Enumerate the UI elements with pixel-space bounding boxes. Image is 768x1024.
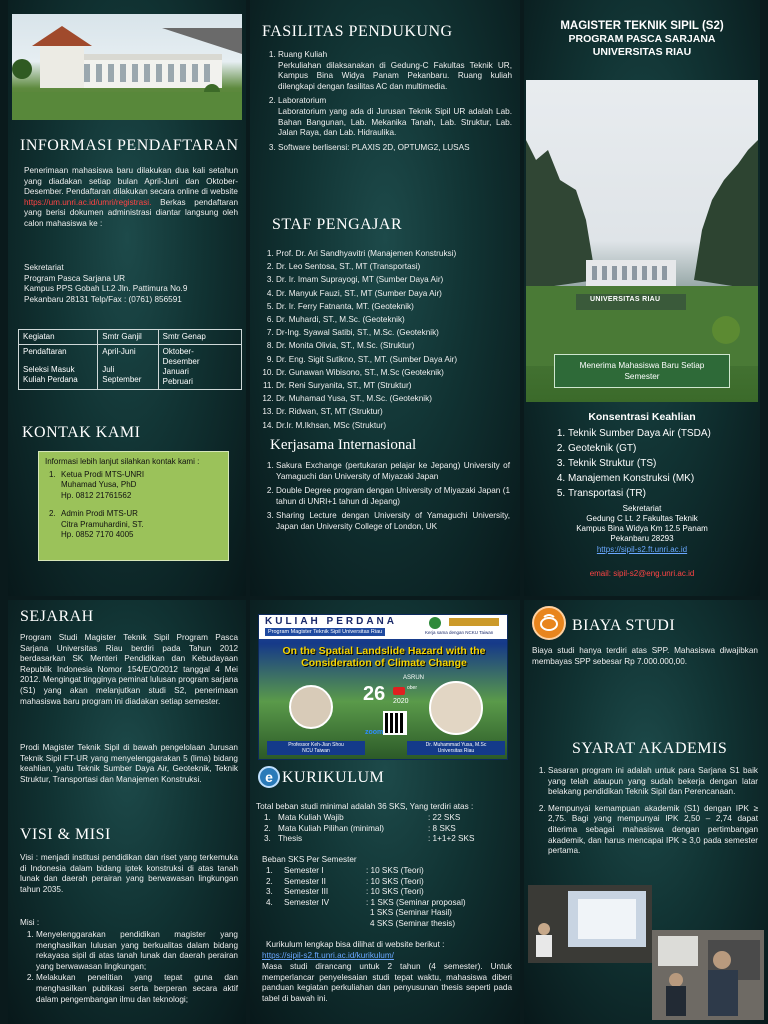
kontak-intro: Informasi lebih lanjut silahkan kontak kami :	[45, 457, 200, 466]
staf-item: 6. Dr. Muhardi, ST., M.Sc. (Geoteknik)	[276, 314, 516, 326]
list-item: 2. Mempunyai kemampuan akademik (S1) dengan IPK ≥ 2,75. Bagi yang mempunyai IPK 2,50 – 2,74 dapat diterima sebagai mahasiswa dengan pertimbangan akademik, dan harus mencapai IPK ≥ 3,0 pada semester pertama.	[548, 804, 758, 857]
coin-icon	[534, 608, 564, 638]
list-item: 1. Teknik Sumber Daya Air (TSDA)	[568, 427, 758, 441]
sejarah-p1: Program Studi Magister Teknik Sipil Program Pasca Sarjana Universitas Riau berdiri pada Tahun 2012 berdasarkan SK Menteri Pendidikan dan Kebudayaan Republik Indonesia Nomor 154/E/O/2012 tanggal 4 Mei 2012. Mengingat tingginya peminat lulusan program sarjana (S1) yang akan melanjutkan studi S2, penerimaan mahasiswa baru program ini diadakan setiap semester.	[20, 633, 238, 706]
panel-kurikulum	[250, 600, 520, 1024]
table-header: Kegiatan	[19, 330, 98, 345]
panel-informasi	[8, 0, 246, 596]
panel-fasilitas	[250, 0, 520, 596]
lecture-image	[528, 885, 652, 963]
cover-title-line2: PROGRAM PASCA SARJANA	[568, 33, 716, 45]
sekretariat-line: Kampus PPS Gobah Lt.2 Jln. Pattimura No.9	[24, 284, 188, 294]
sejarah-p2: Prodi Magister Teknik Sipil di bawah pengelolaan Jurusan Teknik Sipil FT-UR yang menyelenggarakan 5 (lima) bidang keahlian, yaitu Teknik Sumber Daya Air, Geoteknik, Teknik Struktur, Transportasi dan Manajemen Konstruksi.	[20, 743, 238, 784]
list-item: 1. Sasaran program ini adalah untuk para Sarjana S1 baik yang telah ataupun yang sudah bekerja dengan latar belakang pendidikan Teknik Sipil dan Perencanaan.	[548, 766, 758, 798]
cover-title	[524, 20, 760, 59]
biaya-icon	[532, 606, 566, 640]
kontak-title: KONTAK KAMI	[22, 424, 141, 441]
visi-title: VISI & MISI	[20, 826, 111, 843]
list-item: 2. Semester II : 10 SKS (Teori)	[266, 876, 424, 886]
syarat-list	[528, 766, 758, 858]
youtube-icon	[393, 687, 405, 695]
website-link[interactable]: https://sipil-s2.ft.unri.ac.id	[596, 545, 688, 554]
kontak-item: 1. Ketua Prodi MTS-UNRI Muhamad Yusa, PhD Hp. 0812 21761562	[49, 469, 145, 500]
poster-header: KULIAH PERDANA	[265, 616, 397, 627]
kur-items	[264, 813, 514, 845]
poster-logo-icon	[429, 617, 441, 629]
poster-header-bar	[259, 615, 508, 639]
list-item: 3. Thesis : 1+1+2 SKS	[264, 834, 475, 844]
banner-text: Menerima Mahasiswa Baru Setiap Semester	[579, 361, 705, 381]
qr-code-icon	[383, 711, 407, 735]
panel-sejarah	[8, 600, 246, 1024]
kerjasama-title: Kerjasama Internasional	[270, 437, 417, 453]
poster-month: ober	[407, 685, 418, 691]
speaker1-name: Professor Keh-Jian Shou NCU Taiwan	[267, 741, 365, 755]
registration-table	[18, 329, 242, 390]
poster-date	[363, 683, 419, 713]
kur-intro: Total beban studi minimal adalah 36 SKS, Yang terdiri atas :	[256, 802, 474, 811]
kontak-role: Ketua Prodi MTS-UNRI	[61, 469, 145, 479]
speaker2-name: Dr. Muhammad Yusa, M.Sc Universitas Riau	[407, 741, 505, 755]
cover-title-line1: MAGISTER TEKNIK SIPIL (S2)	[560, 20, 724, 32]
lab-photo	[652, 930, 764, 1020]
info-text-body2: Berkas pendaftaran yang berisi dokumen administrasi diantar langsung oleh calon mahasiswa ke :	[24, 197, 238, 228]
fasilitas-list	[262, 50, 512, 154]
biaya-title: BIAYA STUDI	[572, 617, 676, 634]
sekretariat-line: Program Pasca Sarjana UR	[24, 273, 126, 283]
staf-item: 3. Dr. Ir. Imam Suprayogi, MT (Sumber Daya Air)	[276, 274, 516, 286]
syarat-title: SYARAT AKADEMIS	[572, 740, 728, 757]
misi-label: Misi :	[20, 918, 40, 927]
kontak-box	[38, 451, 229, 561]
panel-biaya	[524, 600, 768, 1024]
list-item: 4. Manajemen Konstruksi (MK)	[568, 472, 758, 486]
list-item: 5. Transportasi (TR)	[568, 487, 758, 501]
list-item: 2. Melakukan penelitian yang tepat guna dan menghasilkan publikasi serta berperan secara aktif dalam pengembangan ilmu dan teknologi;	[36, 973, 238, 1005]
kurikulum-title: KURIKULUM	[282, 769, 385, 786]
table-row	[19, 345, 242, 390]
info-text	[24, 166, 238, 230]
poster-tag: ASRUN	[403, 675, 425, 681]
list-item: 3. Teknik Struktur (TS)	[568, 457, 758, 471]
staf-title: STAF PENGAJAR	[272, 216, 403, 233]
staf-item: 12. Dr. Muhamad Yusa, ST., M.Sc. (Geoteknik)	[276, 393, 516, 405]
staf-item: 9. Dr. Eng. Sigit Sutikno, ST., MT. (Sumber Daya Air)	[276, 354, 516, 366]
table-cell: Pendaftaran Seleksi Masuk Kuliah Perdana	[19, 345, 98, 390]
kontak-name: Muhamad Yusa, PhD	[61, 480, 137, 489]
registration-link[interactable]: https://um.unri.ac.id/umri/registrasi.	[24, 197, 152, 207]
kur-web-text: Kurikulum lengkap bisa dilihat di website berikut :	[266, 940, 445, 949]
misi-list	[20, 930, 238, 1006]
staf-item: 2. Dr. Leo Sentosa, ST., MT (Transportasi)	[276, 261, 516, 273]
kur-paragraph: Masa studi dirancang untuk 2 tahun (4 semester). Untuk memperlancar penyelesaian studi tepat waktu, mahasiswa diberi panduan kegiatan perkuliahan dan penyusunan thesis seperti pada tabel di bawah ini.	[262, 962, 512, 1003]
speaker2-photo	[429, 681, 483, 735]
poster-sub: Program Magister Teknik Sipil Universitas Riau	[265, 628, 385, 636]
fasilitas-title: FASILITAS PENDUKUNG	[262, 23, 453, 40]
poster-zoom: zoom	[365, 729, 384, 736]
lab-image	[652, 930, 764, 1020]
list-item: 4 SKS (Seminar thesis)	[370, 918, 456, 928]
poster-day: 26	[363, 683, 386, 705]
table-header-row	[19, 330, 242, 345]
lecture-photo	[528, 885, 652, 963]
table-cell: Oktober-Desember Januari Pebruari	[158, 345, 241, 390]
kontak-phone[interactable]: Hp. 0852 7170 4005	[61, 530, 134, 539]
kurikulum-icon: e	[258, 766, 280, 788]
visi-text: Visi : menjadi institusi pendidikan dan riset yang terkemuka di Indonesia dalam bidang iptek konstruksi di atas tanah lunak dan daerah perairan yang berwawasan lingkungan tahun 2035.	[20, 853, 238, 894]
sejarah-title: SEJARAH	[20, 608, 94, 625]
list-item: 1 SKS (Seminar Hasil)	[370, 908, 452, 918]
poster-partner: Kerja sama dengan NCKU Taiwan	[425, 630, 494, 635]
kerjasama-list	[258, 461, 510, 534]
staf-list	[258, 248, 516, 433]
info-sekretariat	[24, 263, 238, 305]
staf-item: 10. Dr. Gunawan Wibisono, ST., M.Sc (Geoteknik)	[276, 367, 516, 379]
kontak-role: Admin Prodi MTS-UR	[61, 509, 138, 518]
cover-sekretariat: Sekretariat Gedung C Lt. 2 Fakultas Teknik Kampus Bina Widya Km 12.5 Panam Pekanbaru 28293 https://sipil-s2.ft.unri.ac.id	[524, 504, 760, 555]
staf-item: 4. Dr. Manyuk Fauzi, ST., MT (Sumber Daya Air)	[276, 288, 516, 300]
list-item: 1. Mata Kuliah Wajib : 22 SKS	[264, 813, 461, 822]
list-item: 3. Sharing Lecture dengan University of Yamaguchi University, Japan dan University College of London, UK	[276, 511, 510, 532]
list-item: 2. Geoteknik (GT)	[568, 442, 758, 456]
info-text-body: Penerimaan mahasiswa baru dilakukan dua kali setahun yang diadakan setiap bulan April-Juni dan Oktober-Desember. Pendaftaran dilakukan secara online di website	[24, 166, 238, 197]
staf-item: 14. Dr.Ir. M.Ikhsan, MSc (Struktur)	[276, 420, 516, 432]
list-item: 1. Sakura Exchange (pertukaran pelajar ke Jepang) University of Yamaguchi dan University of Miyazaki Japan	[276, 461, 510, 482]
staf-item: 13. Dr. Ridwan, ST, MT (Struktur)	[276, 406, 516, 418]
speaker1-photo	[289, 685, 333, 729]
cover-title-line3: UNIVERSITAS RIAU	[592, 46, 692, 58]
biaya-text: Biaya studi hanya terdiri atas SPP. Mahasiswa diwajibkan membayas SPP sebesar Rp 7.000.000,00.	[532, 646, 758, 666]
table-cell: April-Juni Juli September	[98, 345, 158, 390]
sekretariat-line: Sekretariat	[24, 263, 64, 272]
table-header: Smtr Genap	[158, 330, 241, 345]
panel-cover	[524, 0, 760, 596]
konsentrasi-title: Konsentrasi Keahlian	[588, 411, 696, 423]
banner-box	[554, 354, 730, 388]
kontak-item: 2. Admin Prodi MTS-UR Citra Pramuhardini, ST. Hp. 0852 7170 4005	[49, 509, 144, 539]
campus-photo	[526, 80, 758, 402]
list-item: 3. Software berlisensi: PLAXIS 2D, OPTUMG2, LUSAS	[278, 143, 512, 154]
table-header: Smtr Ganjil	[98, 330, 158, 345]
building-photo	[12, 14, 242, 120]
list-item: 1. Menyelenggarakan pendidikan magister yang menghasilkan lulusan yang berkualitas dalam bidang rekayasa sipil di atas tanah lunak dan daerah perairan yang berwawasan lingkungan;	[36, 930, 238, 972]
konsentrasi-list	[550, 427, 758, 502]
kuliah-perdana-poster	[258, 614, 508, 760]
campus-sign: UNIVERSITAS RIAU	[590, 296, 661, 303]
info-title: INFORMASI PENDAFTARAN	[20, 137, 239, 154]
list-item: 2. Laboratorium Laboratorium yang ada di Jurusan Teknik Sipil UR adalah Lab. Bahan Bangunan, Lab. Mekanika Tanah, Lab. Struktur, Lab. Jalan Raya, dan Lab. Hidraulika.	[278, 96, 512, 138]
kontak-name: Citra Pramuhardini, ST.	[61, 519, 144, 529]
beban-title: Beban SKS Per Semester	[262, 855, 357, 864]
kurikulum-link[interactable]: https://sipil-s2.ft.unri.ac.id/kurikulum/	[262, 951, 394, 960]
building-image	[12, 14, 242, 120]
list-item: 1. Ruang Kuliah Perkuliahan dilaksanakan di Gedung-C Fakultas Teknik UR, Kampus Bina Widya Panam Pekanbaru. Ruang kuliah dilengkapi dengan fasilitas AC dan multimedia.	[278, 50, 512, 92]
staf-item: 5. Dr. Ir. Ferry Fatnanta, MT. (Geoteknik)	[276, 301, 516, 313]
list-item: 2. Double Degree program dengan University of Miyazaki Japan (1 tahun di UNRI+1 tahun di Jepang)	[276, 486, 510, 507]
email-text[interactable]: email: sipil-s2@eng.unri.ac.id	[589, 569, 695, 578]
kontak-phone[interactable]: Hp. 0812 21761562	[61, 490, 132, 500]
poster-title: On the Spatial Landslide Hazard with the Consideration of Climate Change	[282, 645, 486, 669]
partner-logo-icon	[449, 618, 499, 626]
staf-item: 8. Dr. Monita Olivia, ST., M.Sc. (Struktur)	[276, 340, 516, 352]
list-item: 1. Semester I : 10 SKS (Teori)	[266, 866, 424, 875]
poster-year: 2020	[393, 698, 409, 705]
sekretariat-line: Pekanbaru 28131 Telp/Fax : (0761) 856591	[24, 294, 182, 304]
staf-item: 7. Dr-Ing. Syawal Satibi, ST., M.Sc. (Geoteknik)	[276, 327, 516, 339]
list-item: 3. Semester III : 10 SKS (Teori)	[266, 887, 424, 897]
staf-item: 1. Prof. Dr. Ari Sandhyavitri (Manajemen Konstruksi)	[276, 248, 516, 260]
list-item: 2. Mata Kuliah Pilihan (minimal) : 8 SKS	[264, 823, 456, 833]
beban-items	[266, 866, 516, 930]
list-item: 4. Semester IV : 1 SKS (Seminar proposal)	[266, 897, 466, 907]
staf-item: 11. Dr. Reni Suryanita, ST., MT (Struktur)	[276, 380, 516, 392]
